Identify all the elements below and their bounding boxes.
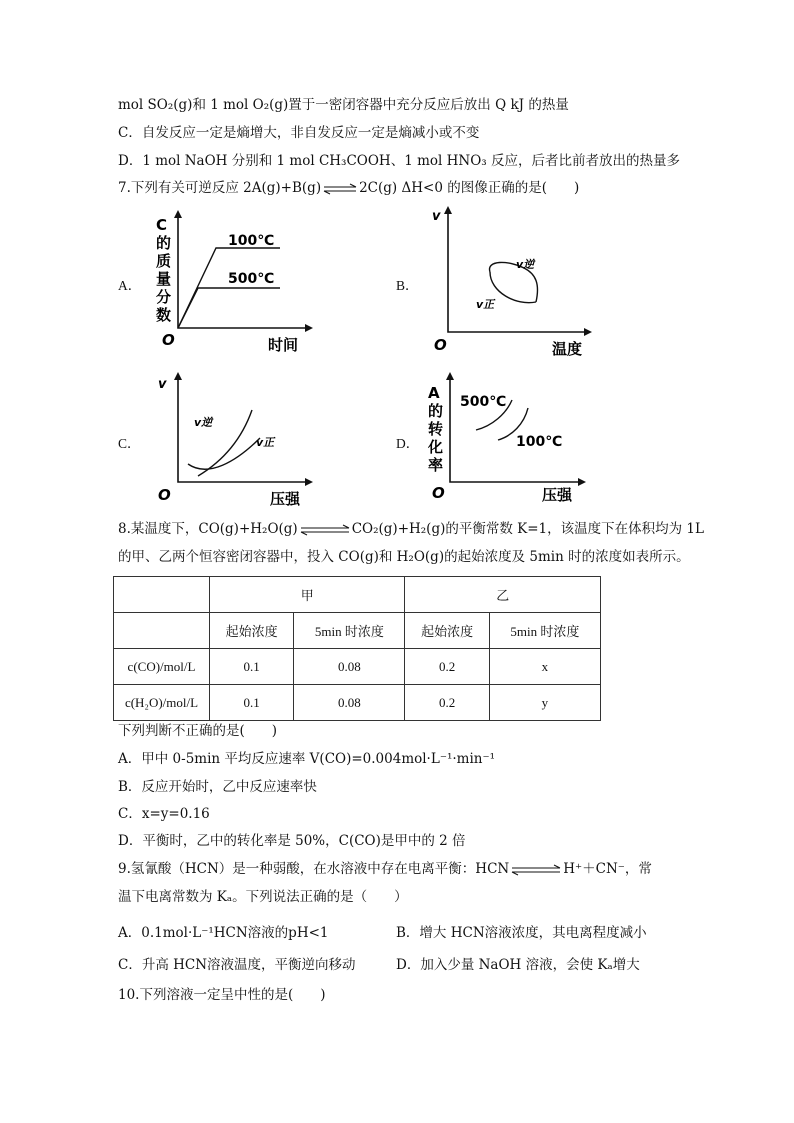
graph-a-ylabel-1: 的 xyxy=(156,234,172,252)
graph-c-xlabel: 压强 xyxy=(270,490,301,508)
q9-option-c: C．升高 HCN溶液温度，平衡逆向移动 xyxy=(118,957,356,973)
cell: 0.1 xyxy=(210,649,294,685)
q8-option-d: D．平衡时，乙中的转化率是 50%，C(CO)是甲中的 2 倍 xyxy=(118,833,466,849)
q9-option-d: D．加入少量 NaOH 溶液，会使 Kₐ增大 xyxy=(396,957,640,973)
graph-c xyxy=(148,372,318,512)
curve-v-forward xyxy=(490,272,536,303)
q8-option-c: C．x=y=0.16 xyxy=(118,806,210,822)
graph-a-curve1-label: 100℃ xyxy=(228,233,275,249)
graph-d-ylabel-2: 转 xyxy=(428,420,444,438)
table-subheader: 5min 时浓度 xyxy=(489,613,600,649)
graph-b xyxy=(420,204,600,362)
question-8-line2: 的甲、乙两个恒容密闭容器中，投入 CO(g)和 H₂O(g)的起始浓度及 5min 时的浓度如表所示。 xyxy=(118,549,690,565)
table-subheader: 起始浓度 xyxy=(210,613,294,649)
concentration-table xyxy=(113,576,601,721)
q7-stem-end: 2C(g) ΔH<0 的图像正确的是( ) xyxy=(359,180,580,196)
graph-d-ylabel-0: A xyxy=(428,384,440,402)
graph-c-ylabel: v xyxy=(158,377,167,392)
question-8 xyxy=(118,520,704,538)
q7-option-a-label: A． xyxy=(118,278,142,293)
cell: x xyxy=(489,649,600,685)
question-7 xyxy=(118,179,579,197)
q9-option-b: B．增大 HCN溶液浓度，其电离程度减小 xyxy=(396,925,647,941)
graph-a-ylabel-2: 质 xyxy=(156,252,172,270)
q7-stem-start: 7.下列有关可逆反应 2A(g)+B(g) xyxy=(118,180,322,196)
cell: 0.2 xyxy=(405,649,489,685)
q8-stem-start: 8.某温度下，CO(g)+H₂O(g) xyxy=(118,521,298,537)
table-group-2: 乙 xyxy=(405,577,601,613)
graph-c-origin: O xyxy=(158,486,171,504)
graph-b-ylabel: v xyxy=(432,209,441,224)
graph-b-origin: O xyxy=(434,336,447,354)
q7-option-c-label: C． xyxy=(118,436,141,451)
curve-500 xyxy=(178,288,280,328)
graph-b-curve1-label: v逆 xyxy=(516,258,535,271)
q8-option-a: A．甲中 0-5min 平均反应速率 V(CO)=0.004mol·L⁻¹·min⁻¹ xyxy=(118,751,495,767)
graph-a-curve2-label: 500℃ xyxy=(228,271,275,287)
q9-stem-end: H⁺＋CN⁻，常 xyxy=(563,861,652,877)
table-subheader: 5min 时浓度 xyxy=(294,613,405,649)
row-label: c(CO)/mol/L xyxy=(114,649,210,685)
graph-d-xlabel: 压强 xyxy=(542,486,573,504)
graph-b-curve2-label: v正 xyxy=(476,298,495,311)
equilibrium-arrow-icon xyxy=(323,184,357,194)
cell: 0.1 xyxy=(210,685,294,721)
text-line: mol SO₂(g)和 1 mol O₂(g)置于一密闭容器中充分反应后放出 Q kJ 的热量 xyxy=(118,97,569,113)
question-9 xyxy=(118,860,652,878)
graph-d-origin: O xyxy=(432,484,445,502)
table-group-1: 甲 xyxy=(210,577,405,613)
row-label: c(H₂O)/mol/L xyxy=(114,685,210,721)
curve-v-forward xyxy=(188,438,260,469)
graph-d-ylabel-1: 的 xyxy=(428,402,444,420)
graph-d-ylabel-3: 化 xyxy=(428,438,444,456)
graph-b-xlabel: 温度 xyxy=(552,340,583,358)
cell: 0.08 xyxy=(294,649,405,685)
q8-option-b: B．反应开始时，乙中反应速率快 xyxy=(118,779,317,795)
q8-ask: 下列判断不正确的是( ) xyxy=(118,723,278,739)
equilibrium-arrow-icon xyxy=(511,865,561,875)
q8-stem-end: CO₂(g)+H₂(g)的平衡常数 K=1，该温度下在体积均为 1L xyxy=(351,521,704,537)
graph-a-ylabel-3: 量 xyxy=(156,270,172,288)
q7-option-b-label: B． xyxy=(396,278,419,293)
graph-a-ylabel-5: 数 xyxy=(156,306,172,324)
graph-a-ylabel-4: 分 xyxy=(156,288,172,306)
table-row xyxy=(114,649,601,685)
graph-d xyxy=(420,372,598,512)
graph-d-ylabel-4: 率 xyxy=(428,456,444,474)
graph-d-curve1-label: 500℃ xyxy=(460,394,507,410)
graph-a-origin: O xyxy=(162,331,175,349)
q7-option-d-label: D． xyxy=(396,436,420,451)
cell: 0.2 xyxy=(405,685,489,721)
equilibrium-arrow-icon xyxy=(300,525,350,535)
graph-a-ylabel-0: C xyxy=(156,216,168,234)
q9-stem-start: 9.氢氰酸（HCN）是一种弱酸，在水溶液中存在电离平衡：HCN xyxy=(118,861,510,877)
graph-d-curve2-label: 100℃ xyxy=(516,434,563,450)
graph-c-curve2-label: v正 xyxy=(256,436,275,449)
question-9-line2: 温下电离常数为 Kₐ。下列说法正确的是（ ） xyxy=(118,889,408,905)
table-subheader: 起始浓度 xyxy=(405,613,489,649)
cell: y xyxy=(489,685,600,721)
q9-option-a: A．0.1mol·L⁻¹HCN溶液的pH<1 xyxy=(118,925,329,941)
question-10: 10.下列溶液一定呈中性的是( ) xyxy=(118,987,326,1003)
graph-c-curve1-label: v逆 xyxy=(194,416,213,429)
table-corner xyxy=(114,577,210,613)
graph-a xyxy=(148,210,318,360)
option-d-prev: D．1 mol NaOH 分别和 1 mol CH₃COOH、1 mol HNO₃ 反应，后者比前者放出的热量多 xyxy=(118,153,680,169)
table-corner xyxy=(114,613,210,649)
option-c-prev: C．自发反应一定是熵增大，非自发反应一定是熵减小或不变 xyxy=(118,125,480,141)
graph-a-xlabel: 时间 xyxy=(268,336,299,354)
cell: 0.08 xyxy=(294,685,405,721)
table-row xyxy=(114,685,601,721)
